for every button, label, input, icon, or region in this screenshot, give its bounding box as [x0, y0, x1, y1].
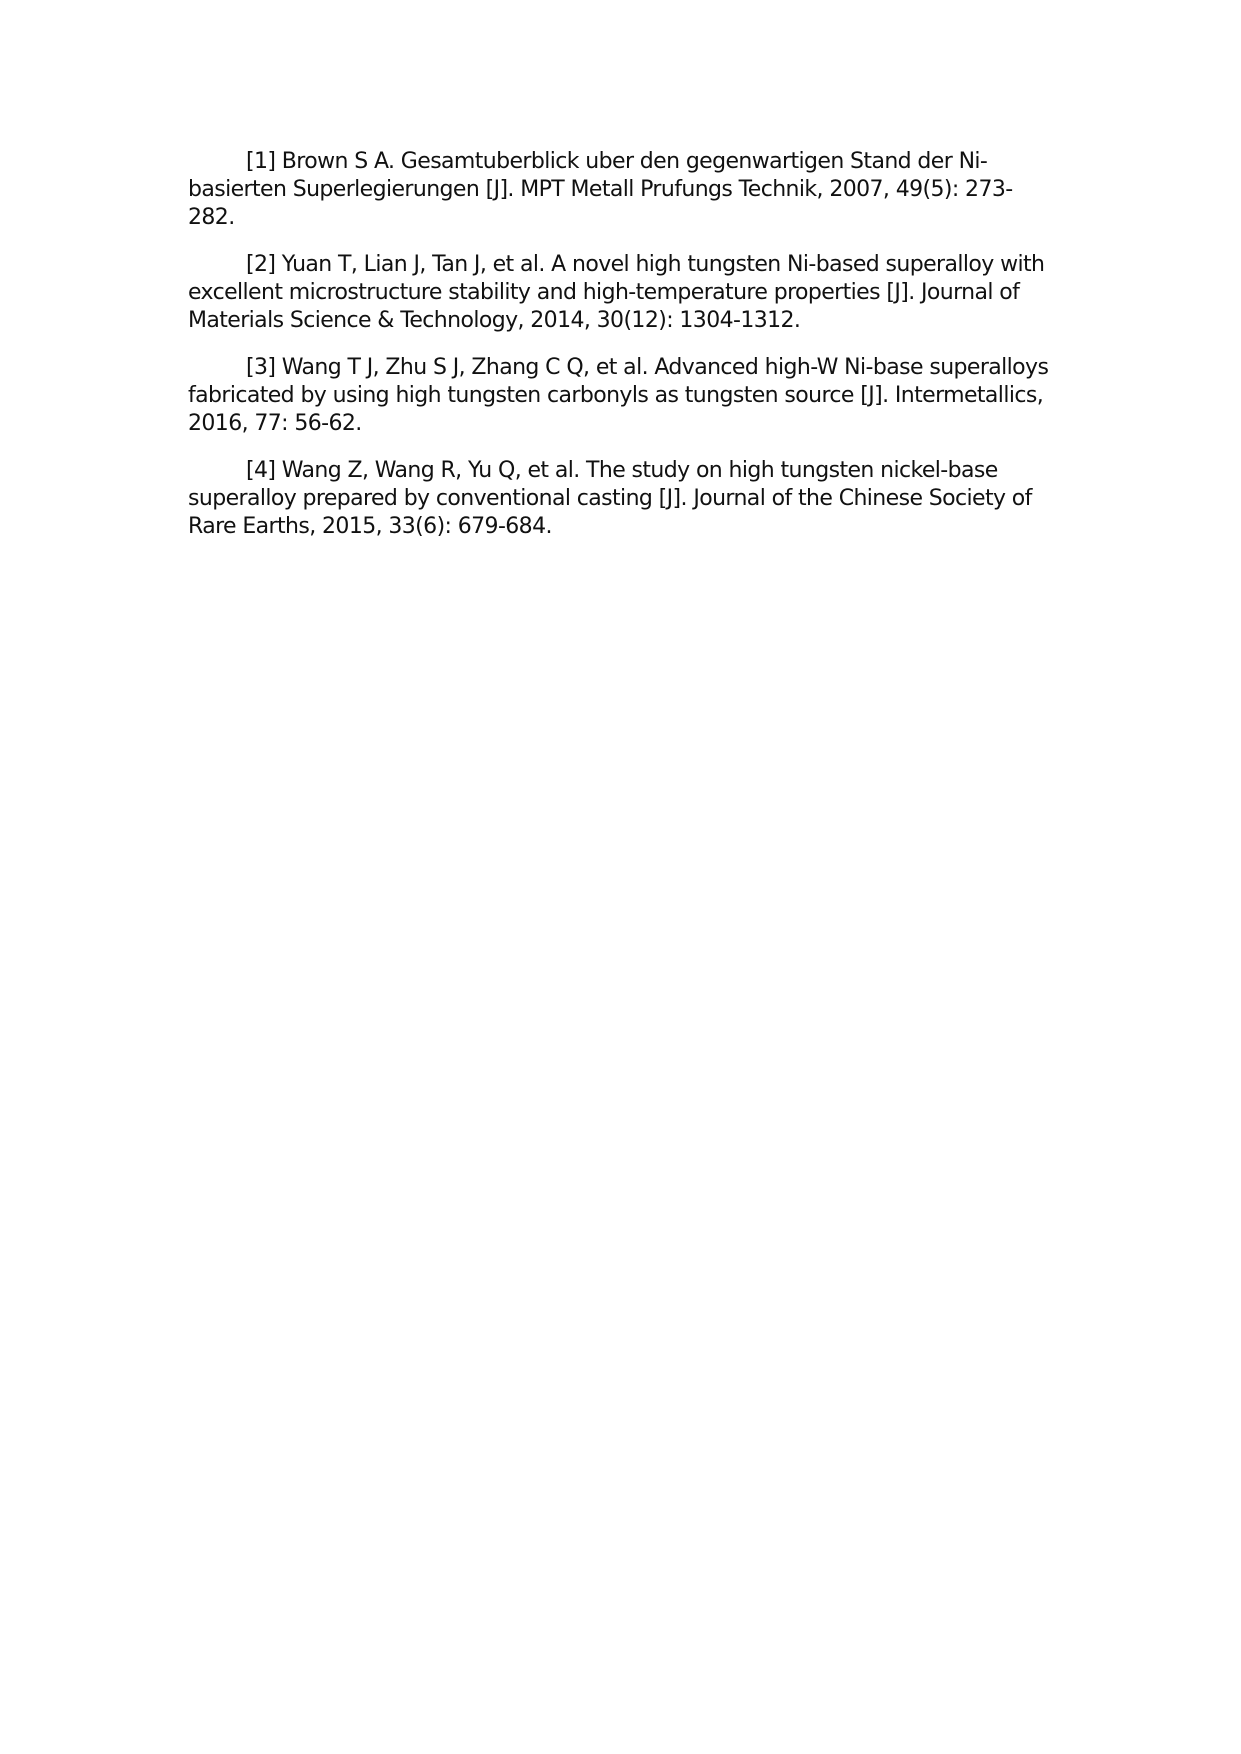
reference-item: [4] Wang Z, Wang R, Yu Q, et al. The study on high tungsten nickel-base superalloy prepared by conventional casting [J]. Journal of the Chinese Society of Rare Earths, 2015, 33(6): 679-684.	[188, 458, 1032, 539]
reference-list	[188, 148, 1050, 560]
reference-item: [1] Brown S A. Gesamtuberblick uber den gegenwartigen Stand der Ni-basierten Superlegierungen [J]. MPT Metall Prufungs Technik, 2007, 49(5): 273-282.	[188, 149, 1013, 230]
reference-item: [2] Yuan T, Lian J, Tan J, et al. A novel high tungsten Ni-based superalloy with excellent microstructure stability and high-temperature properties [J]. Journal of Materials Science & Technology, 2014, 30(12): 1304-1312.	[188, 252, 1045, 333]
reference-item: [3] Wang T J, Zhu S J, Zhang C Q, et al. Advanced high-W Ni-base superalloys fabricated by using high tungsten carbonyls as tungsten source [J]. Intermetallics, 2016, 77: 56-62.	[188, 355, 1049, 436]
